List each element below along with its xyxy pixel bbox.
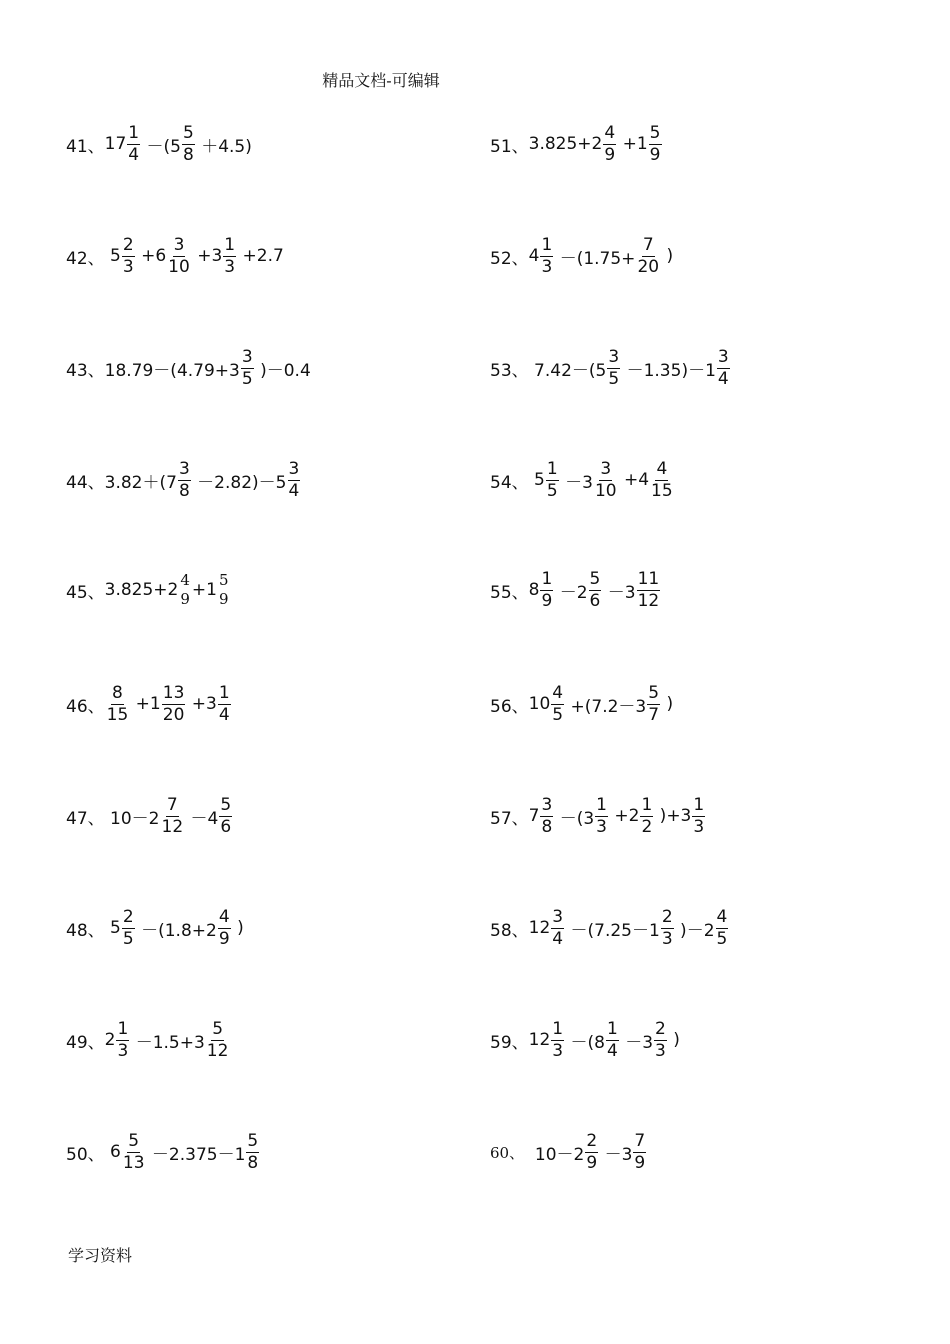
fraction xyxy=(182,122,195,165)
fraction xyxy=(585,1130,598,1173)
expression-text: ) xyxy=(661,246,674,266)
problem-41 xyxy=(66,120,466,168)
denominator: 10 xyxy=(594,480,617,501)
numerator: 1 xyxy=(117,1018,129,1039)
denominator: 5 xyxy=(716,928,728,949)
denominator: 9 xyxy=(541,590,553,611)
problem-53 xyxy=(490,344,890,392)
problem-number: 55、 xyxy=(490,582,529,603)
problem-number: 42、 xyxy=(66,248,105,269)
numerator: 1 xyxy=(596,794,607,815)
fraction xyxy=(661,906,674,949)
problem-43 xyxy=(66,344,466,392)
fraction xyxy=(594,458,618,501)
fraction xyxy=(218,906,231,949)
expression-text: －(1.8+2 xyxy=(135,920,217,941)
numerator: 1 xyxy=(693,794,705,815)
numerator: 3 xyxy=(173,234,185,255)
expression-text: －(1.75+ xyxy=(554,248,636,269)
expression-text: －(5 xyxy=(141,136,181,157)
numerator: 4 xyxy=(656,458,668,479)
problem-number: 53、 xyxy=(490,360,529,381)
problem-46 xyxy=(66,680,466,728)
numerator: 5 xyxy=(648,682,660,703)
fraction xyxy=(127,122,140,165)
expression xyxy=(104,458,302,501)
expression-text: )－0.4 xyxy=(254,360,311,381)
problem-number: 54、 xyxy=(490,472,529,493)
denominator: 2 xyxy=(641,816,653,837)
expression-text: 5 xyxy=(104,918,121,938)
expression xyxy=(104,1018,231,1061)
numerator: 5 xyxy=(247,1130,259,1151)
expression-text: +1 xyxy=(617,134,648,154)
numerator: 5 xyxy=(649,122,661,143)
expression-text: 10 xyxy=(528,694,551,714)
problem-number: 41、 xyxy=(66,136,105,157)
problem-42 xyxy=(66,232,466,280)
fraction xyxy=(161,794,185,837)
denominator: 12 xyxy=(206,1040,229,1061)
numerator: 3 xyxy=(717,346,729,367)
fraction xyxy=(116,1018,129,1061)
expression-text: 2 xyxy=(104,1030,116,1050)
expression-text: 5 xyxy=(104,246,121,266)
fraction xyxy=(717,346,730,389)
expression-text: －(3 xyxy=(554,808,595,829)
problem-60 xyxy=(490,1128,890,1176)
expression xyxy=(104,1130,261,1173)
numerator: 3 xyxy=(541,794,553,815)
expression xyxy=(104,234,284,277)
problem-55 xyxy=(490,566,890,614)
expression-text: －2 xyxy=(554,582,588,603)
expression xyxy=(105,682,232,725)
fraction xyxy=(551,906,564,949)
numerator: 11 xyxy=(637,568,660,589)
problem-51 xyxy=(490,120,890,168)
numerator: 1 xyxy=(224,234,236,255)
expression-text: 6 xyxy=(104,1142,121,1162)
fraction xyxy=(122,234,135,277)
expression-text: 3.825+2 xyxy=(104,580,179,600)
fraction xyxy=(633,1130,646,1173)
expression-text: 3.82＋(7 xyxy=(104,472,177,493)
expression-text: 7 xyxy=(528,806,540,826)
numerator: 5 xyxy=(218,571,229,589)
numerator: 3 xyxy=(288,458,300,479)
fraction xyxy=(607,346,620,389)
denominator: 20 xyxy=(162,704,185,725)
problem-number: 47、 xyxy=(66,808,105,829)
problem-number: 50、 xyxy=(66,1144,105,1165)
numerator: 4 xyxy=(552,682,564,703)
numerator: 2 xyxy=(586,1130,598,1151)
denominator: 9 xyxy=(586,1152,598,1173)
problem-number: 46、 xyxy=(66,696,105,717)
expression-text: +3 xyxy=(191,246,223,266)
fraction xyxy=(106,682,130,725)
fraction xyxy=(223,234,236,277)
numerator: 5 xyxy=(128,1130,140,1151)
expression-text: －1.35)－1 xyxy=(621,360,716,381)
expression xyxy=(104,906,244,949)
problem-number: 52、 xyxy=(490,248,529,269)
expression-text: )－2 xyxy=(674,920,715,941)
problem-number: 48、 xyxy=(66,920,105,941)
expression xyxy=(528,794,707,837)
expression xyxy=(528,234,674,277)
expression-text: +2 xyxy=(608,806,640,826)
expression-text: ＋4.5) xyxy=(195,136,252,157)
numerator: 1 xyxy=(641,794,653,815)
denominator: 9 xyxy=(604,144,616,165)
numerator: 8 xyxy=(112,682,123,703)
numerator: 1 xyxy=(541,568,553,589)
numerator: 1 xyxy=(541,234,553,255)
problem-number: 57、 xyxy=(490,808,529,829)
numerator: 1 xyxy=(552,1018,564,1039)
denominator: 4 xyxy=(606,1040,618,1061)
expression-text: +1 xyxy=(130,694,161,714)
fraction xyxy=(122,1130,146,1173)
denominator: 4 xyxy=(218,704,230,725)
numerator: 3 xyxy=(241,346,253,367)
expression-text: －3 xyxy=(559,472,593,493)
numerator: 2 xyxy=(661,906,673,927)
expression-text: －1.5+3 xyxy=(130,1032,205,1053)
fraction xyxy=(218,573,230,607)
denominator: 8 xyxy=(182,144,194,165)
expression-text: 10－2 xyxy=(104,808,160,829)
problem-50 xyxy=(66,1128,466,1176)
denominator: 6 xyxy=(220,816,232,837)
denominator: 9 xyxy=(218,590,229,608)
denominator: 3 xyxy=(693,816,705,837)
problem-number: 43、 xyxy=(66,360,105,381)
expression xyxy=(528,122,663,165)
expression-text: 18.79－(4.79+3 xyxy=(104,360,240,381)
expression-text: 7.42－(5 xyxy=(528,360,607,381)
denominator: 5 xyxy=(122,928,134,949)
expression-text: 8 xyxy=(528,580,540,600)
expression-text: +4 xyxy=(618,470,650,490)
numerator: 1 xyxy=(546,458,558,479)
numerator: 13 xyxy=(162,682,185,703)
problem-48 xyxy=(66,904,466,952)
numerator: 5 xyxy=(212,1018,224,1039)
denominator: 3 xyxy=(596,816,607,837)
expression-text: －3 xyxy=(619,1032,654,1053)
fraction xyxy=(540,234,553,277)
numerator: 5 xyxy=(589,568,601,589)
expression-text: －2.82)－5 xyxy=(191,472,287,493)
problem-58 xyxy=(490,904,890,952)
expression xyxy=(528,568,662,611)
denominator: 15 xyxy=(106,704,129,725)
problem-45 xyxy=(66,566,466,614)
problem-number: 45、 xyxy=(66,582,105,603)
denominator: 5 xyxy=(241,368,253,389)
expression-text: +3 xyxy=(186,694,217,714)
fraction xyxy=(637,568,661,611)
expression xyxy=(105,573,231,607)
denominator: 9 xyxy=(180,590,190,608)
denominator: 4 xyxy=(552,928,564,949)
numerator: 4 xyxy=(716,906,728,927)
fraction xyxy=(162,682,186,725)
fraction xyxy=(218,682,231,725)
problem-number: 49、 xyxy=(66,1032,105,1053)
denominator: 5 xyxy=(608,368,620,389)
denominator: 6 xyxy=(589,590,601,611)
denominator: 20 xyxy=(637,256,660,277)
fraction xyxy=(246,1130,259,1173)
numerator: 4 xyxy=(218,906,230,927)
expression-text: 17 xyxy=(104,134,127,154)
denominator: 3 xyxy=(655,1040,666,1061)
denominator: 3 xyxy=(552,1040,564,1061)
expression-text: 12 xyxy=(528,918,551,938)
fraction xyxy=(650,458,674,501)
problem-number: 60、 xyxy=(490,1143,525,1162)
fraction xyxy=(178,458,191,501)
problem-number: 58、 xyxy=(490,920,529,941)
expression-text: +1 xyxy=(191,580,217,600)
problem-52 xyxy=(490,232,890,280)
fraction xyxy=(288,458,301,501)
fraction xyxy=(692,794,705,837)
problem-number: 51、 xyxy=(490,136,529,157)
expression-text: 3.825+2 xyxy=(528,134,603,154)
denominator: 8 xyxy=(247,1152,259,1173)
numerator: 3 xyxy=(608,346,620,367)
numerator: 5 xyxy=(220,794,232,815)
problem-49 xyxy=(66,1016,466,1064)
problem-57 xyxy=(490,792,890,840)
denominator: 5 xyxy=(546,480,558,501)
denominator: 12 xyxy=(161,816,184,837)
expression-text: －(7.25－1 xyxy=(565,920,660,941)
expression-text: －3 xyxy=(602,582,636,603)
expression-text: 12 xyxy=(528,1030,551,1050)
expression-text: －4 xyxy=(185,808,219,829)
denominator: 3 xyxy=(117,1040,129,1061)
problem-number: 44、 xyxy=(66,472,105,493)
page-header: 精品文档-可编辑 xyxy=(322,71,440,90)
numerator: 1 xyxy=(606,1018,618,1039)
denominator: 7 xyxy=(648,704,660,725)
fraction xyxy=(640,794,653,837)
denominator: 5 xyxy=(552,704,564,725)
fraction xyxy=(241,346,254,389)
expression xyxy=(528,906,730,949)
denominator: 12 xyxy=(637,590,660,611)
denominator: 4 xyxy=(717,368,729,389)
fraction xyxy=(540,794,553,837)
problem-56 xyxy=(490,680,890,728)
numerator: 4 xyxy=(604,122,616,143)
numerator: 7 xyxy=(634,1130,646,1151)
denominator: 9 xyxy=(218,928,230,949)
fraction xyxy=(122,906,135,949)
denominator: 3 xyxy=(224,256,236,277)
problem-number: 59、 xyxy=(490,1032,529,1053)
fraction xyxy=(179,573,191,607)
denominator: 10 xyxy=(168,256,190,277)
numerator: 3 xyxy=(600,458,612,479)
denominator: 9 xyxy=(649,144,661,165)
fraction xyxy=(654,1018,667,1061)
expression xyxy=(104,346,311,389)
expression xyxy=(528,458,675,501)
fraction xyxy=(636,234,660,277)
denominator: 13 xyxy=(122,1152,145,1173)
problem-number: 56、 xyxy=(490,696,529,717)
fraction xyxy=(219,794,232,837)
expression-text: +2.7 xyxy=(237,246,284,266)
expression-text: 4 xyxy=(528,246,540,266)
fraction xyxy=(603,122,616,165)
expression-text: +6 xyxy=(135,246,167,266)
fraction xyxy=(606,1018,619,1061)
fraction xyxy=(540,568,553,611)
numerator: 4 xyxy=(180,571,190,589)
fraction xyxy=(589,568,602,611)
numerator: 7 xyxy=(166,794,178,815)
fraction xyxy=(647,682,660,725)
denominator: 9 xyxy=(634,1152,646,1173)
problem-54 xyxy=(490,456,890,504)
fraction xyxy=(167,234,191,277)
fraction xyxy=(649,122,662,165)
expression-text: +(7.2－3 xyxy=(565,696,647,717)
expression xyxy=(524,1130,647,1173)
expression xyxy=(104,794,234,837)
expression xyxy=(528,346,731,389)
expression-text: ) xyxy=(667,1030,680,1050)
expression-text: ) xyxy=(231,918,244,938)
fraction xyxy=(551,1018,564,1061)
expression xyxy=(528,682,674,725)
expression-text: －2.375－1 xyxy=(146,1144,246,1165)
numerator: 3 xyxy=(178,458,190,479)
numerator: 1 xyxy=(128,122,140,143)
denominator: 3 xyxy=(122,256,134,277)
denominator: 4 xyxy=(128,144,140,165)
expression-text: )+3 xyxy=(654,806,692,826)
problem-59 xyxy=(490,1016,890,1064)
fraction xyxy=(546,458,559,501)
denominator: 3 xyxy=(541,256,553,277)
numerator: 7 xyxy=(642,234,654,255)
denominator: 15 xyxy=(651,480,673,501)
denominator: 8 xyxy=(178,480,190,501)
numerator: 2 xyxy=(122,906,134,927)
fraction xyxy=(206,1018,230,1061)
numerator: 3 xyxy=(552,906,564,927)
problem-44 xyxy=(66,456,466,504)
problem-47 xyxy=(66,792,466,840)
expression-text: －3 xyxy=(599,1144,633,1165)
expression xyxy=(528,1018,680,1061)
fraction xyxy=(595,794,608,837)
expression xyxy=(104,122,252,165)
denominator: 4 xyxy=(288,480,300,501)
expression-text: 10－2 xyxy=(524,1144,585,1165)
numerator: 2 xyxy=(122,234,134,255)
expression-text: 5 xyxy=(528,470,545,490)
denominator: 8 xyxy=(541,816,553,837)
denominator: 3 xyxy=(661,928,673,949)
numerator: 2 xyxy=(655,1018,666,1039)
numerator: 5 xyxy=(182,122,194,143)
page-footer: 学习资料 xyxy=(68,1246,133,1265)
fraction xyxy=(551,682,564,725)
numerator: 1 xyxy=(218,682,230,703)
expression-text: ) xyxy=(661,694,674,714)
fraction xyxy=(716,906,729,949)
expression-text: －(8 xyxy=(565,1032,605,1053)
